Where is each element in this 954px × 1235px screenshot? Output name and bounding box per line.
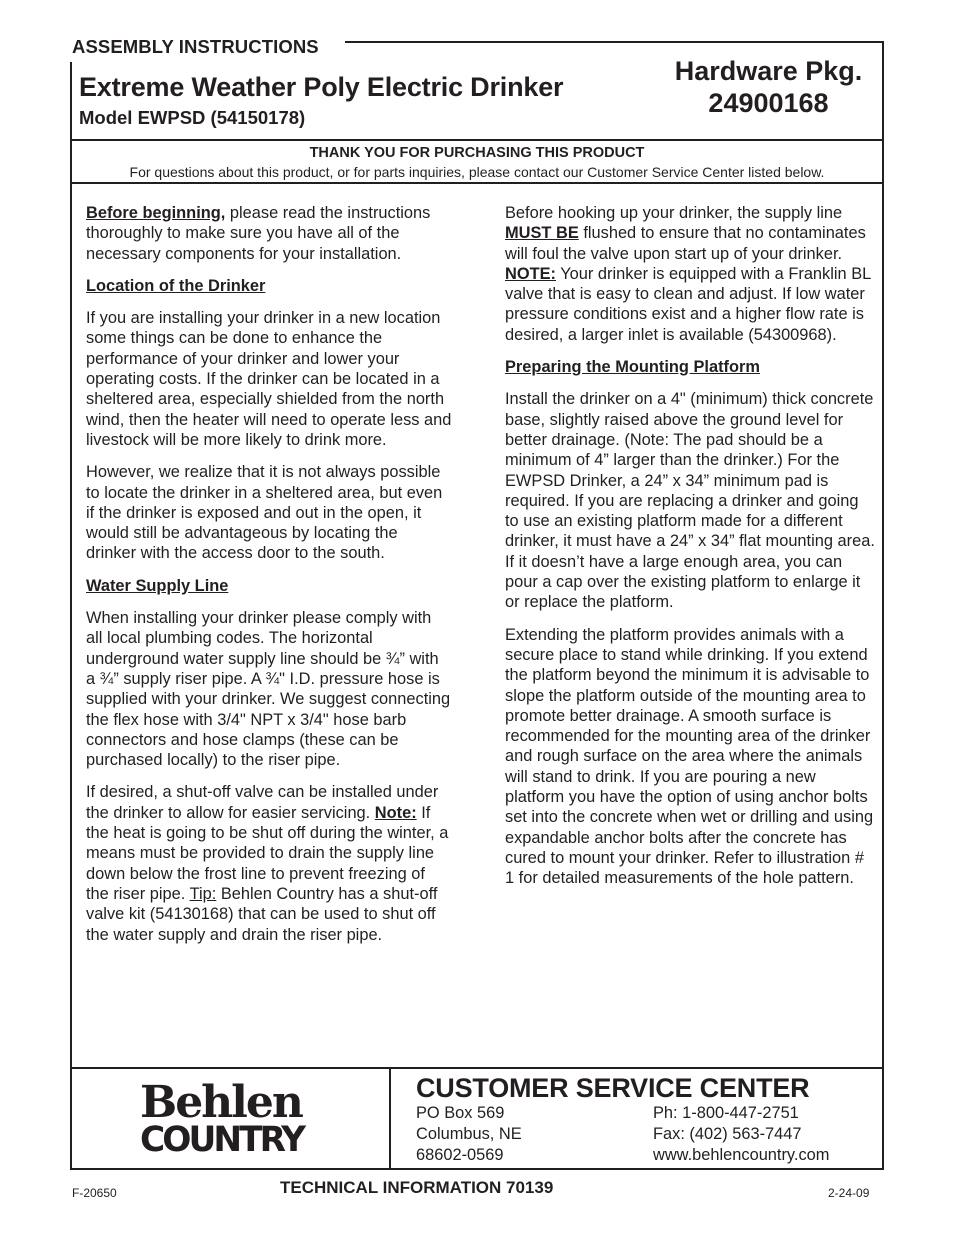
must-be-label: MUST BE [505, 224, 579, 243]
water-note-label: Note: [374, 803, 417, 822]
water-p2-text-a: If desired, a shut-off valve can be installed under the drinker to allow for easier servicing. [86, 783, 439, 822]
document-date: 2-24-09 [828, 1186, 870, 1200]
mailing-address [416, 1103, 522, 1166]
footer-divider-line [389, 1067, 391, 1170]
technical-information: TECHNICAL INFORMATION 70139 [280, 1178, 554, 1197]
behlen-country-logo [140, 1077, 340, 1160]
assembly-instructions-label: ASSEMBLY INSTRUCTIONS [72, 36, 319, 57]
location-paragraph-1: If you are installing your drinker in a new location some things can be done to enhance the performance of your drinker and lower your operating costs. If the drinker can be located in a sheltered area, especially shielded from the north wind, then the heater will need to operate less and livestock will be more likely to drink more. [86, 309, 452, 449]
po-box: PO Box 569 [416, 1104, 505, 1122]
zip-code: 68602-0569 [416, 1146, 504, 1164]
logo-behlen-text: Behlen [140, 1077, 302, 1128]
customer-service-title: CUSTOMER SERVICE CENTER [416, 1073, 810, 1103]
location-heading: Location of the Drinker [86, 276, 266, 295]
right-column [505, 203, 875, 901]
location-paragraph-2: However, we realize that it is not always possible to locate the drinker in a sheltered area, but even if the drinker is exposed and out in the open, it would still be advantageous by locating the drinker with the access door to the south. [86, 463, 443, 563]
left-column [86, 203, 452, 957]
intro-text: please read the instructions thoroughly to make sure you have all of the necessary components for your installation. [86, 204, 431, 263]
thanks-divider-line [70, 182, 884, 184]
fax-number: Fax: (402) 563-7447 [653, 1125, 802, 1143]
intro-lead: Before beginning, [86, 204, 226, 222]
platform-paragraph-1: Install the drinker on a 4" (minimum) thick concrete base, slightly raised above the ground level for better drainage. (Note: The pad should be a minimum of 4” larger than the drinker.) For the EWPSD Drinker, a 24” x 34” minimum pad is required. If you are replacing a drinker and going to use an existing platform made for a different drinker, it must have a 24” x 34” flat mounting area. If it doesn’t have a large enough area, you can pour a cap over the existing platform to enlarge it or replace the platform. [505, 390, 875, 612]
hookup-text-a: Before hooking up your drinker, the supply line [505, 204, 843, 222]
product-title: Extreme Weather Poly Electric Drinker [79, 72, 564, 102]
header-divider-line [70, 139, 884, 141]
website-link[interactable]: www.behlencountry.com [653, 1146, 830, 1164]
city: Columbus, NE [416, 1125, 522, 1143]
water-supply-paragraph-2 [86, 782, 452, 944]
hookup-paragraph [505, 203, 875, 345]
water-p2-text-b: If the heat is going to be shut off during the winter, a means must be provided to drain the supply line down below the frost line to prevent freezing of the riser pipe. [86, 803, 449, 903]
platform-paragraph-2: Extending the platform provides animals with a secure place to stand while drinking. If you extend the platform beyond the minimum it is advisable to slope the platform outside of the mounting area to promote better drainage. A smooth surface is recommended for the mounting area of the drinker and rough surface on the area where the animals will stand to drink. If you are pouring a new platform you have the option of using anchor bolts set into the concrete when wet or drilling and using expandable anchor bolts after the concrete has cured to mount your drinker. Refer to illustration # 1 for detailed measurements of the hole pattern. [505, 625, 874, 888]
intro-paragraph [86, 203, 452, 264]
footer-top-line [70, 1067, 884, 1069]
platform-heading: Preparing the Mounting Platform [505, 358, 760, 377]
frame-top-line [345, 41, 884, 43]
phone-number: Ph: 1-800-447-2751 [653, 1104, 799, 1122]
water-tip-label: Tip: [189, 884, 217, 903]
hookup-text-b: flushed to ensure that no contaminates will foul the valve upon start up of your drinker. [505, 224, 866, 263]
logo-country-text: COUNTRY [140, 1120, 304, 1160]
water-p2-text-c: Behlen Country has a shut-off valve kit (54130168) that can be used to shut off the water supply and drain the riser pipe. [86, 884, 438, 944]
form-number: F-20650 [72, 1186, 117, 1200]
contact-info [653, 1103, 829, 1166]
water-supply-heading: Water Supply Line [86, 576, 229, 595]
hardware-package-number: 24900168 [708, 88, 829, 118]
hardware-package [640, 55, 897, 119]
frame-left-line [70, 62, 72, 1170]
frame-bottom-line [70, 1168, 884, 1170]
hookup-note-label: NOTE: [505, 264, 556, 283]
thanks-title: THANK YOU FOR PURCHASING THIS PRODUCT [309, 145, 645, 161]
water-supply-paragraph-1: When installing your drinker please comply with all local plumbing codes. The horizontal underground water supply line should be ¾” with a ¾” supply riser pipe. A ¾" I.D. pressure hose is supplied with your drinker. We suggest connecting the flex hose with 3/4" NPT x 3/4" hose barb connectors and hose clamps (these can be purchased locally) to the riser pipe. [86, 609, 451, 770]
model-number: Model EWPSD (54150178) [79, 107, 306, 128]
frame-right-line [882, 41, 884, 1170]
thanks-subtitle: For questions about this product, or for parts inquiries, please contact our Customer Service Center listed below. [129, 164, 825, 180]
hardware-package-label: Hardware Pkg. [674, 56, 863, 86]
hookup-text-c: Your drinker is equipped with a Franklin BL valve that is easy to clean and adjust. If low water pressure conditions exist and a higher flow rate is desired, a larger inlet is available (54300968). [505, 264, 871, 344]
